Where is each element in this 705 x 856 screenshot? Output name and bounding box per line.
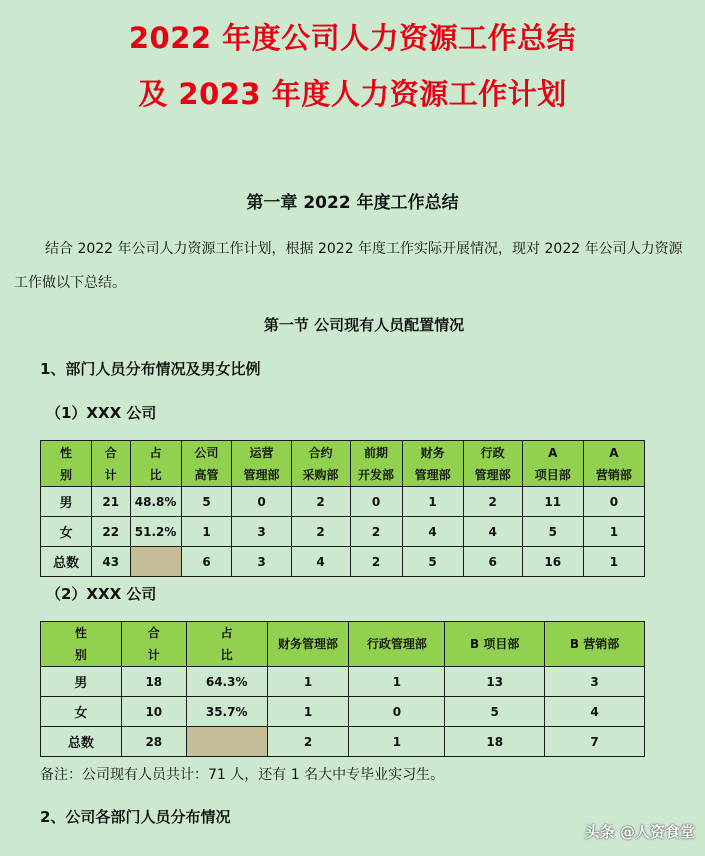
table-cell: 18 bbox=[445, 727, 545, 757]
table-cell: 1 bbox=[349, 727, 445, 757]
table-cell: 0 bbox=[350, 487, 402, 517]
table-cell: 2 bbox=[291, 517, 350, 547]
table-cell: 28 bbox=[121, 727, 186, 757]
source-watermark: 头条 @人资食堂 bbox=[584, 823, 695, 841]
table-cell: 6 bbox=[181, 547, 232, 577]
table-cell: 2 bbox=[350, 547, 402, 577]
heading-department-staff-distribution: 2、公司各部门人员分布情况 bbox=[40, 808, 231, 826]
row-label: 总数 bbox=[41, 547, 92, 577]
table-cell: 0 bbox=[583, 487, 644, 517]
row-label: 男 bbox=[41, 667, 122, 697]
table-cell: 4 bbox=[463, 517, 522, 547]
header-cell: 运营 管理部 bbox=[232, 441, 291, 487]
table-cell: 5 bbox=[181, 487, 232, 517]
table-cell: 4 bbox=[291, 547, 350, 577]
table-cell: 21 bbox=[91, 487, 130, 517]
table-cell: 5 bbox=[445, 697, 545, 727]
table-cell: 51.2% bbox=[130, 517, 181, 547]
table-row-male bbox=[41, 487, 645, 517]
table-row-male bbox=[41, 667, 645, 697]
table-cell: 4 bbox=[402, 517, 463, 547]
table-cell: 35.7% bbox=[186, 697, 267, 727]
section-heading: 第一节 公司现有人员配置情况 bbox=[263, 316, 465, 334]
document-title-line-1: 2022 年度公司人力资源工作总结 bbox=[128, 21, 577, 55]
company-1-staff-table bbox=[40, 440, 645, 577]
heading-department-distribution-gender: 1、部门人员分布情况及男女比例 bbox=[40, 360, 261, 378]
table-cell: 1 bbox=[402, 487, 463, 517]
table-cell: 2 bbox=[267, 727, 349, 757]
intro-paragraph: 结合 2022 年公司人力资源工作计划，根据 2022 年度工作实际开展情况，现对 2022 年公司人力资源工作做以下总结。 bbox=[14, 241, 683, 291]
table-cell: 11 bbox=[522, 487, 583, 517]
table-cell: 0 bbox=[349, 697, 445, 727]
table-cell: 2 bbox=[463, 487, 522, 517]
header-cell: 合约 采购部 bbox=[291, 441, 350, 487]
row-label: 男 bbox=[41, 487, 92, 517]
table-cell: 3 bbox=[545, 667, 645, 697]
table-cell: 43 bbox=[91, 547, 130, 577]
table-cell: 16 bbox=[522, 547, 583, 577]
header-cell: B 项目部 bbox=[445, 622, 545, 667]
header-cell: 行政 管理部 bbox=[463, 441, 522, 487]
table-cell: 1 bbox=[583, 517, 644, 547]
table-cell: 3 bbox=[232, 517, 291, 547]
header-cell: 占 比 bbox=[186, 622, 267, 667]
subheading-company-2: （2）XXX 公司 bbox=[46, 585, 157, 603]
table-row-total bbox=[41, 727, 645, 757]
table-cell: 1 bbox=[583, 547, 644, 577]
row-label: 女 bbox=[41, 697, 122, 727]
table-cell: 7 bbox=[545, 727, 645, 757]
empty-shaded-cell bbox=[130, 547, 181, 577]
table-header-row bbox=[41, 441, 645, 487]
table-cell: 5 bbox=[402, 547, 463, 577]
header-cell: A 项目部 bbox=[522, 441, 583, 487]
table-cell: 1 bbox=[349, 667, 445, 697]
row-label: 女 bbox=[41, 517, 92, 547]
table-cell: 1 bbox=[267, 667, 349, 697]
table-cell: 10 bbox=[121, 697, 186, 727]
header-cell: 行政管理部 bbox=[349, 622, 445, 667]
table-cell: 64.3% bbox=[186, 667, 267, 697]
header-cell: 财务管理部 bbox=[267, 622, 349, 667]
document-title-line-2: 及 2023 年度人力资源工作计划 bbox=[138, 77, 567, 111]
row-label: 总数 bbox=[41, 727, 122, 757]
table-cell: 0 bbox=[232, 487, 291, 517]
table-row-female bbox=[41, 697, 645, 727]
table-cell: 3 bbox=[232, 547, 291, 577]
table-cell: 13 bbox=[445, 667, 545, 697]
header-cell: B 营销部 bbox=[545, 622, 645, 667]
header-cell: 财务 管理部 bbox=[402, 441, 463, 487]
table-header-row bbox=[41, 622, 645, 667]
table-cell: 4 bbox=[545, 697, 645, 727]
header-cell: 公司 高管 bbox=[181, 441, 232, 487]
table-cell: 6 bbox=[463, 547, 522, 577]
staff-total-note: 备注：公司现有人员共计：71 人，还有 1 名大中专毕业实习生。 bbox=[40, 767, 445, 783]
header-cell: 合 计 bbox=[91, 441, 130, 487]
table-cell: 1 bbox=[181, 517, 232, 547]
empty-shaded-cell bbox=[186, 727, 267, 757]
table-cell: 1 bbox=[267, 697, 349, 727]
header-cell: 前期 开发部 bbox=[350, 441, 402, 487]
table-row-female bbox=[41, 517, 645, 547]
table-row-total bbox=[41, 547, 645, 577]
table-cell: 48.8% bbox=[130, 487, 181, 517]
header-cell: 合 计 bbox=[121, 622, 186, 667]
table-cell: 2 bbox=[350, 517, 402, 547]
table-cell: 2 bbox=[291, 487, 350, 517]
header-cell: 占 比 bbox=[130, 441, 181, 487]
table-cell: 22 bbox=[91, 517, 130, 547]
company-2-staff-table bbox=[40, 621, 645, 757]
header-cell: 性 别 bbox=[41, 441, 92, 487]
subheading-company-1: （1）XXX 公司 bbox=[46, 404, 157, 422]
chapter-heading: 第一章 2022 年度工作总结 bbox=[246, 193, 459, 213]
header-cell: 性 别 bbox=[41, 622, 122, 667]
table-cell: 18 bbox=[121, 667, 186, 697]
header-cell: A 营销部 bbox=[583, 441, 644, 487]
table-cell: 5 bbox=[522, 517, 583, 547]
